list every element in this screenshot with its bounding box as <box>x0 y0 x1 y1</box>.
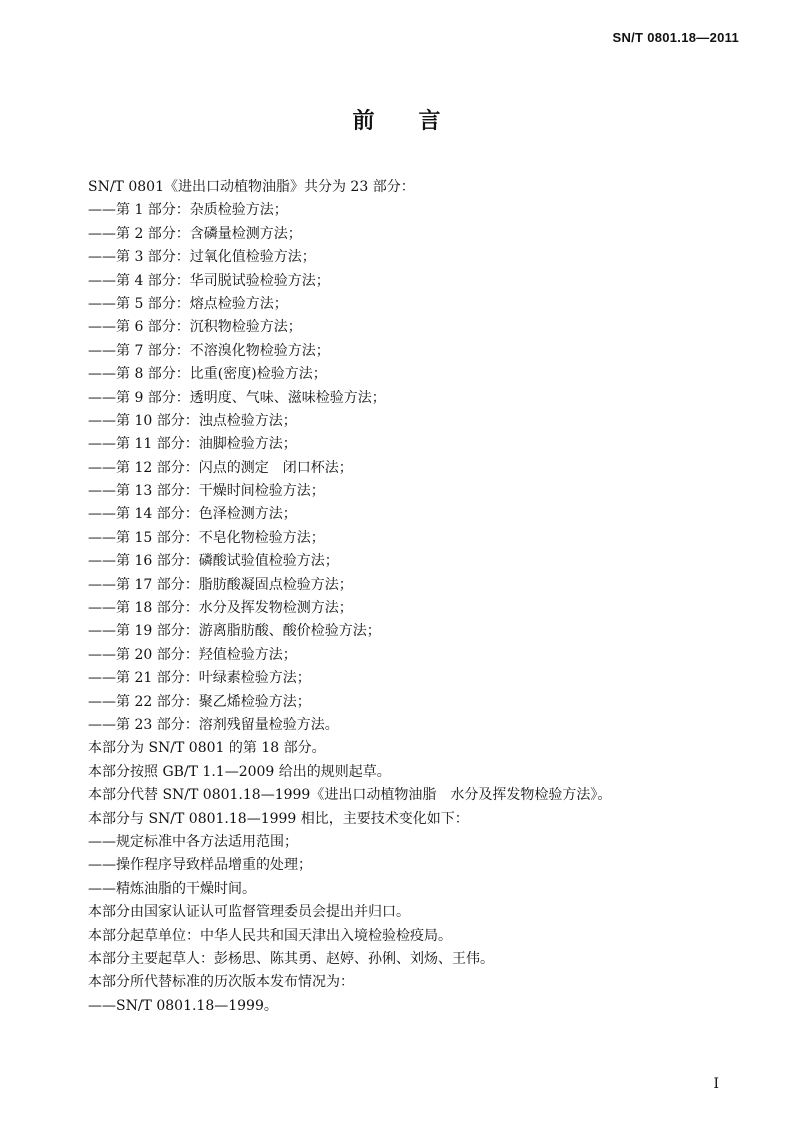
text-line: ——SN/T 0801.18—1999。 <box>88 997 278 1014</box>
text-line: 本部分由国家认证认可监督管理委员会提出并归口。 <box>88 904 410 921</box>
text-line: 本部分与 SN/T 0801.18—1999 相比，主要技术变化如下： <box>88 810 469 827</box>
text-line: ——第 10 部分：浊点检验方法； <box>88 412 297 429</box>
text-line: ——第 12 部分：闪点的测定 闭口杯法； <box>88 459 353 476</box>
page-title: 前言 <box>352 108 485 134</box>
text-line: ——第 21 部分：叶绿素检验方法； <box>88 670 311 687</box>
text-line: 本部分为 SN/T 0801 的第 18 部分。 <box>88 740 326 757</box>
text-line: 本部分起草单位：中华人民共和国天津出入境检验检疫局。 <box>88 927 452 944</box>
text-line: ——第 4 部分：华司脱试验检验方法； <box>88 272 330 289</box>
text-line: ——第 13 部分：干燥时间检验方法； <box>88 483 325 500</box>
text-line: ——精炼油脂的干燥时间。 <box>88 880 256 897</box>
foreword-body <box>88 176 748 1018</box>
text-line: ——第 23 部分：溶剂残留量检验方法。 <box>88 716 339 733</box>
text-line: 本部分代替 SN/T 0801.18—1999《进出口动植物油脂 水分及挥发物检验方法》。 <box>88 787 612 804</box>
text-line: ——第 18 部分：水分及挥发物检测方法； <box>88 600 353 617</box>
text-line: ——第 6 部分：沉积物检验方法； <box>88 319 302 336</box>
text-line: ——规定标准中各方法适用范围； <box>88 833 298 850</box>
text-line: ——第 5 部分：熔点检验方法； <box>88 295 288 312</box>
text-line: 本部分主要起草人：彭杨思、陈其勇、赵婷、孙俐、刘炀、王伟。 <box>88 950 494 967</box>
text-line: 本部分所代替标准的历次版本发布情况为： <box>88 974 354 991</box>
text-line: ——第 2 部分：含磷量检测方法； <box>88 225 302 242</box>
text-line: SN/T 0801《进出口动植物油脂》共分为 23 部分： <box>88 179 415 195</box>
text-line: ——第 9 部分：透明度、气味、滋味检验方法； <box>88 389 386 406</box>
page-number: I <box>713 1076 719 1092</box>
standard-number: SN/T 0801.18—2011 <box>612 30 739 45</box>
text-line: ——第 15 部分：不皂化物检验方法； <box>88 529 325 546</box>
text-line: ——第 16 部分：磷酸试验值检验方法； <box>88 553 339 570</box>
text-line: ——第 22 部分：聚乙烯检验方法； <box>88 693 311 710</box>
text-line: ——第 8 部分：比重(密度)检验方法； <box>88 366 327 383</box>
text-line: ——第 3 部分：过氧化值检验方法； <box>88 249 316 266</box>
text-line: ——第 19 部分：游离脂肪酸、酸价检验方法； <box>88 623 381 640</box>
text-line: ——第 20 部分：羟值检验方法； <box>88 646 297 663</box>
text-line: ——第 11 部分：油脚检验方法； <box>88 436 297 453</box>
text-line: ——第 17 部分：脂肪酸凝固点检验方法； <box>88 576 353 593</box>
text-line: ——第 1 部分：杂质检验方法； <box>88 202 288 219</box>
text-line: ——操作程序导致样品增重的处理； <box>88 857 312 874</box>
text-line: 本部分按照 GB/T 1.1—2009 给出的规则起草。 <box>88 763 391 780</box>
text-line: ——第 7 部分：不溶溴化物检验方法； <box>88 342 330 359</box>
text-line: ——第 14 部分：色泽检测方法； <box>88 506 297 523</box>
